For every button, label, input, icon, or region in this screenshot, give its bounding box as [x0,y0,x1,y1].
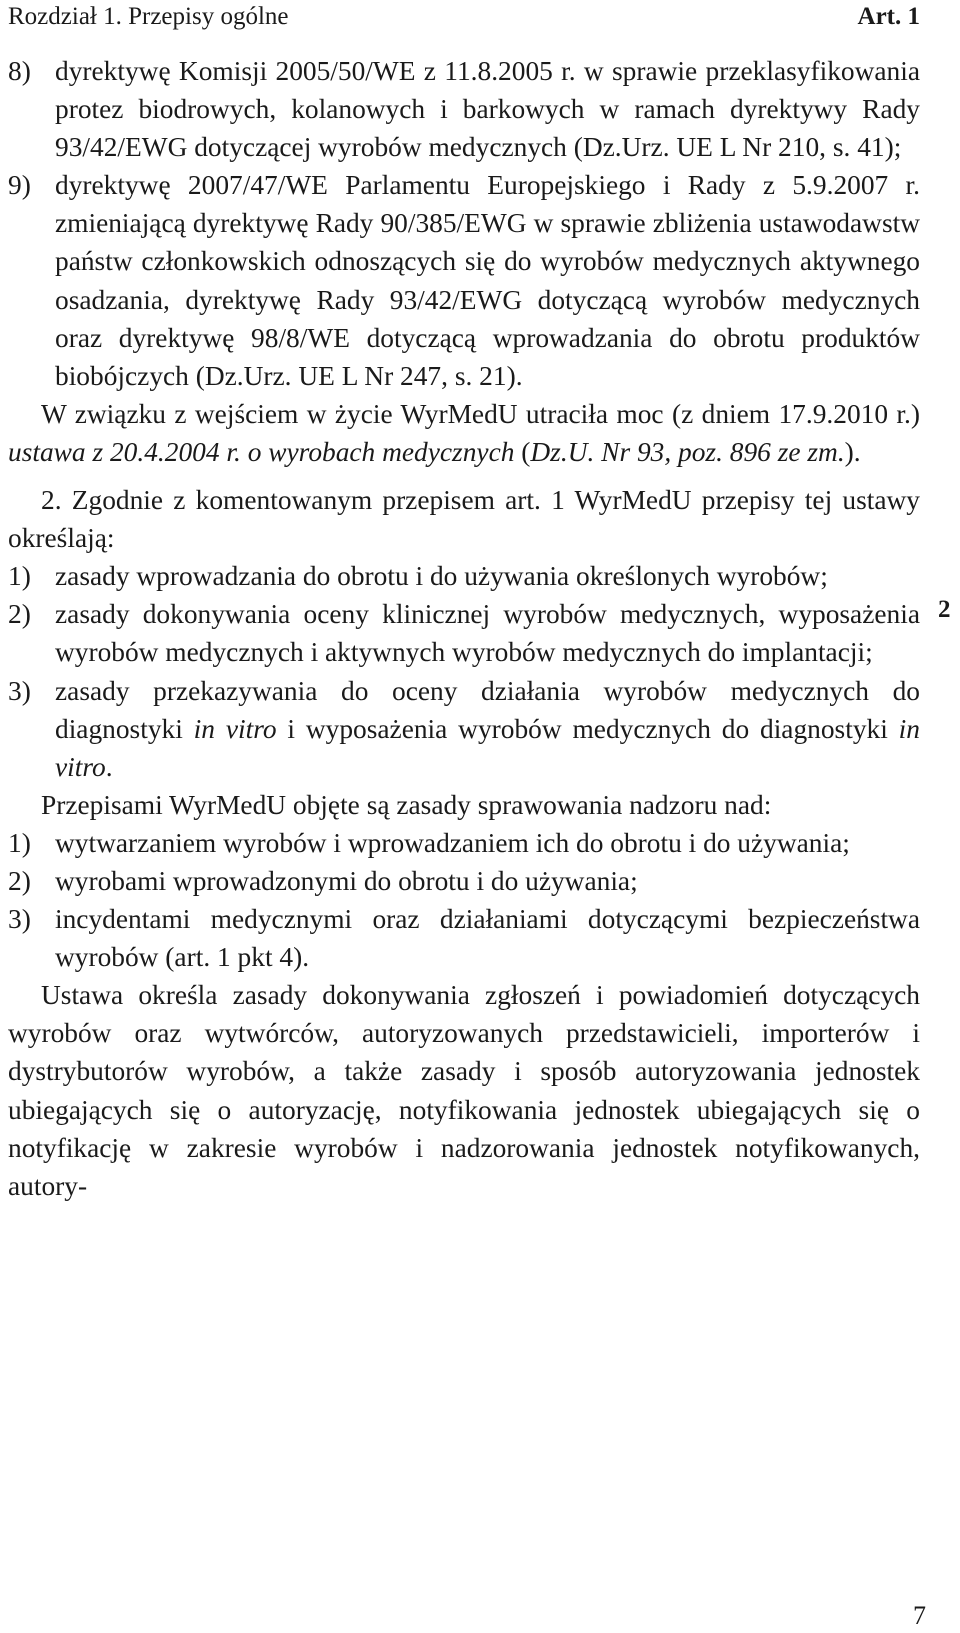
list-item [8,52,920,166]
list-item-text: dyrektywę Komisji 2005/50/WE z 11.8.2005 r. w sprawie przeklasyfikowania protez biodrowych, kolanowych i barkowych w ramach dyrektywy Rady 93/42/EWG dotyczącej wyrobów medycznych (Dz.Urz. UE L Nr 210, s. 41); [55,56,920,163]
paragraph-text: Ustawa określa zasady dokonywania zgłoszeń i powiadomień dotyczących wyrobów oraz wytwórców, autoryzowanych przedstawicieli, importerów i dystrybutorów wyrobów, a także zasady i sposób autoryzowania jednostek ubiegających się o autoryzację, notyfikowania jednostek ubiegających się o notyfikację w zakresie wyrobów i nadzorowania jednostek notyfikowanych, autory- [8,980,920,1201]
list-item-number: 2) [8,865,31,896]
paragraph [8,976,920,1205]
article-label: Art. 1 [857,3,920,30]
list-item-number: 9) [8,170,31,201]
list-item [8,862,920,900]
list-item-number: 3) [8,904,31,935]
page-number: 7 [913,1601,926,1630]
list-item [8,166,920,395]
list-item-text: zasady wprowadzania do obrotu i do używania określonych wyrobów; [55,561,828,592]
paragraph-italic-text: Dz.U. Nr 93, poz. 896 ze zm. [530,436,845,467]
paragraph [8,395,920,471]
paragraph-text: 2. Zgodnie z komentowanym przepisem art. 1 WyrMedU przepisy tej ustawy określają: [8,485,920,554]
list-item-italic-text: in vitro [55,713,920,782]
list-item-text: wyrobami wprowadzonymi do obrotu i do używania; [55,865,638,896]
list-item-text-part: . [105,751,113,782]
chapter-title: Rozdział 1. Przepisy ogólne [8,3,289,30]
margin-note-number: 2 [938,596,951,623]
paragraph [8,786,920,824]
document-body [8,52,920,1205]
list-item-text: wytwarzaniem wyrobów i wprowadzaniem ich do obrotu i do używania; [55,827,850,858]
list-item-text: zasady dokonywania oceny klinicznej wyrobów medycznych, wyposażenia wyrobów medycznych i aktywnych wyrobów medycznych do implantacji; [55,599,920,668]
list-item-text: dyrektywę 2007/47/WE Parlamentu Europejskiego i Rady z 5.9.2007 r. zmieniającą dyrektywę Rady 90/385/EWG w sprawie zbliżenia ustawodawstw państw członkowskich odnoszących się do wyrobów medycznych aktywnego osadzania, dyrektywę Rady 93/42/EWG dotyczącą wyrobów medycznych oraz dyrektywę 98/8/WE dotyczącą wprowadzania do obrotu produktów biobójczych (Dz.Urz. UE L Nr 247, s. 21). [55,170,920,391]
list-item [8,595,920,671]
list-item-number: 1) [8,561,31,592]
list-item-text [55,676,920,782]
paragraph-text: ). [844,436,861,467]
paragraph-text: ( [514,436,531,467]
paragraph-text: W związku z wejściem w życie WyrMedU utraciła moc (z dniem 17.9.2010 r.) [41,398,920,429]
paragraph [8,481,920,557]
list-item-text: incydentami medycznymi oraz działaniami dotyczącymi bezpieczeństwa wyrobów (art. 1 pkt 4). [55,904,920,973]
list-item-number: 8) [8,56,31,86]
list-item [8,557,920,595]
list-item [8,824,920,862]
list-item-text-part: zasady przekazywania do oceny działania wyrobów medycznych do diagnostyki [55,675,920,744]
paragraph-italic-text: ustawa z 20.4.2004 r. o wyrobach medycznych [8,436,515,467]
list-item [8,672,920,786]
list-item-italic-text: in vitro [193,713,277,744]
paragraph-text: Przepisami WyrMedU objęte są zasady sprawowania nadzoru nad: [41,789,772,820]
list-item-number: 3) [8,675,31,706]
list-item-number: 2) [8,599,31,630]
list-item-text-part: i wyposażenia wyrobów medycznych do diagnostyki [276,713,899,744]
list-item-number: 1) [8,827,31,858]
list-item [8,900,920,976]
